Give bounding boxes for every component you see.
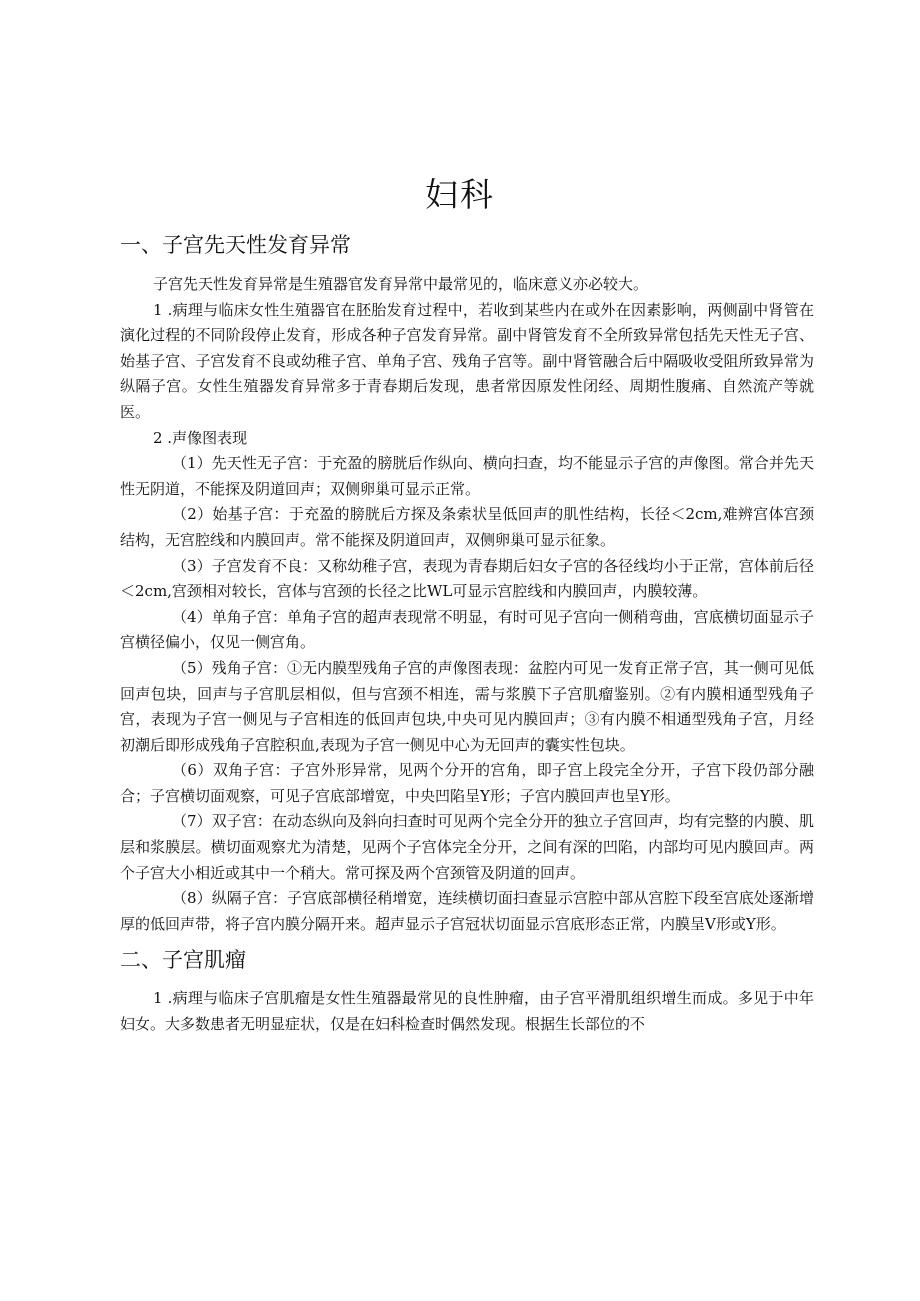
document-body xyxy=(120,229,814,1038)
section-heading-uterine-fibroids: 二、子宫肌瘤 xyxy=(120,948,246,973)
section-intro-paragraph: 子宫先天性发育异常是生殖器官发育异常中最常见的，临床意义亦必较大。 xyxy=(153,275,649,293)
list-item-uterus-didelphys: （7）双子宫：在动态纵向及斜向扫查时可见两个完全分开的独立子宫回声，均有完整的内膜、肌层和浆膜层。横切面观察尤为清楚，见两个子宫体完全分开，之间有深的凹陷，内部均可见内膜回声。两个子宫大小相近或其中一个稍大。常可探及两个宫颈管及阴道的回声。 xyxy=(120,812,814,882)
list-item-congenital-absence: （1）先天性无子宫：于充盈的膀胱后作纵向、横向扫查，均不能显示子宫的声像图。常合并先天性无阴道，不能探及阴道回声；双侧卵巢可显示正常。 xyxy=(120,454,814,498)
ultrasound-findings-subheading: 2 .声像图表现 xyxy=(153,428,248,447)
pathology-clinical-paragraph: 1 .病理与临床女性生殖器官在胚胎发育过程中，若收到某些内在或外在因素影响，两侧副中肾管在演化过程的不同阶段停止发育，形成各种子宫发育异常。副中肾管发育不全所致异常包括先天性无子宫、始基子宫、子宫发育不良或幼稚子宫、单角子宫、残角子宫等。副中肾管融合后中隔吸收受阻所致异常为纵隔子宫。女性生殖器发育异常多于青春期后发现，患者常因原发性闭经、周期性腹痛、自然流产等就医。 xyxy=(120,300,814,421)
list-item-hypoplastic-uterus: （3）子宫发育不良：又称幼稚子宫，表现为青春期后妇女子宫的各径线均小于正常，宫体前后径＜2cm,宫颈相对较长，宫体与宫颈的长径之比WL可显示宫腔线和内膜回声，内膜较薄。 xyxy=(120,556,814,601)
fibroid-pathology-paragraph: 1 .病理与临床子宫肌瘤是女性生殖器最常见的良性肿瘤，由子宫平滑肌组织增生而成。多见于中年妇女。大多数患者无明显症状，仅是在妇科检查时偶然发现。根据生长部位的不 xyxy=(120,989,814,1034)
list-item-rudimentary-uterus: （2）始基子宫：于充盈的膀胱后方探及条索状呈低回声的肌性结构，长径＜2cm,难辨宫体宫颈结构，无宫腔线和内膜回声。常不能探及阴道回声，双侧卵巢可显示征象。 xyxy=(120,505,814,549)
list-item-rudimentary-horn: （5）残角子宫：①无内膜型残角子宫的声像图表现：盆腔内可见一发育正常子宫，其一侧可见低回声包块，回声与子宫肌层相似，但与宫颈不相连，需与浆膜下子宫肌瘤鉴别。②有内膜相通型残角子宫，表现为子宫一侧见与子宫相连的低回声包块,中央可见内膜回声；③有内膜不相通型残角子宫，月经初潮后即形成残角子宫腔积血,表现为子宫一侧见中心为无回声的囊实性包块。 xyxy=(120,658,814,754)
list-item-septate-uterus: （8）纵隔子宫：子宫底部横径稍增宽，连续横切面扫查显示宫腔中部从宫腔下段至宫底处逐渐增厚的低回声带，将子宫内膜分隔开来。超声显示子宫冠状切面显示宫底形态正常，内膜呈V形或Y形。 xyxy=(120,889,814,933)
document-title: 妇科 xyxy=(425,175,495,214)
section-heading-congenital-anomaly: 一、子宫先天性发育异常 xyxy=(120,233,351,257)
list-item-unicornuate-uterus: （4）单角子宫：单角子宫的超声表现常不明显，有时可见子宫向一侧稍弯曲，宫底横切面显示子宫横径偏小，仅见一侧宫角。 xyxy=(120,607,814,652)
list-item-bicornuate-uterus: （6）双角子宫：子宫外形异常，见两个分开的宫角，即子宫上段完全分开，子宫下段仍部分融合；子宫横切面观察，可见子宫底部增宽，中央凹陷呈Y形；子宫内膜回声也呈Y形。 xyxy=(120,761,814,805)
